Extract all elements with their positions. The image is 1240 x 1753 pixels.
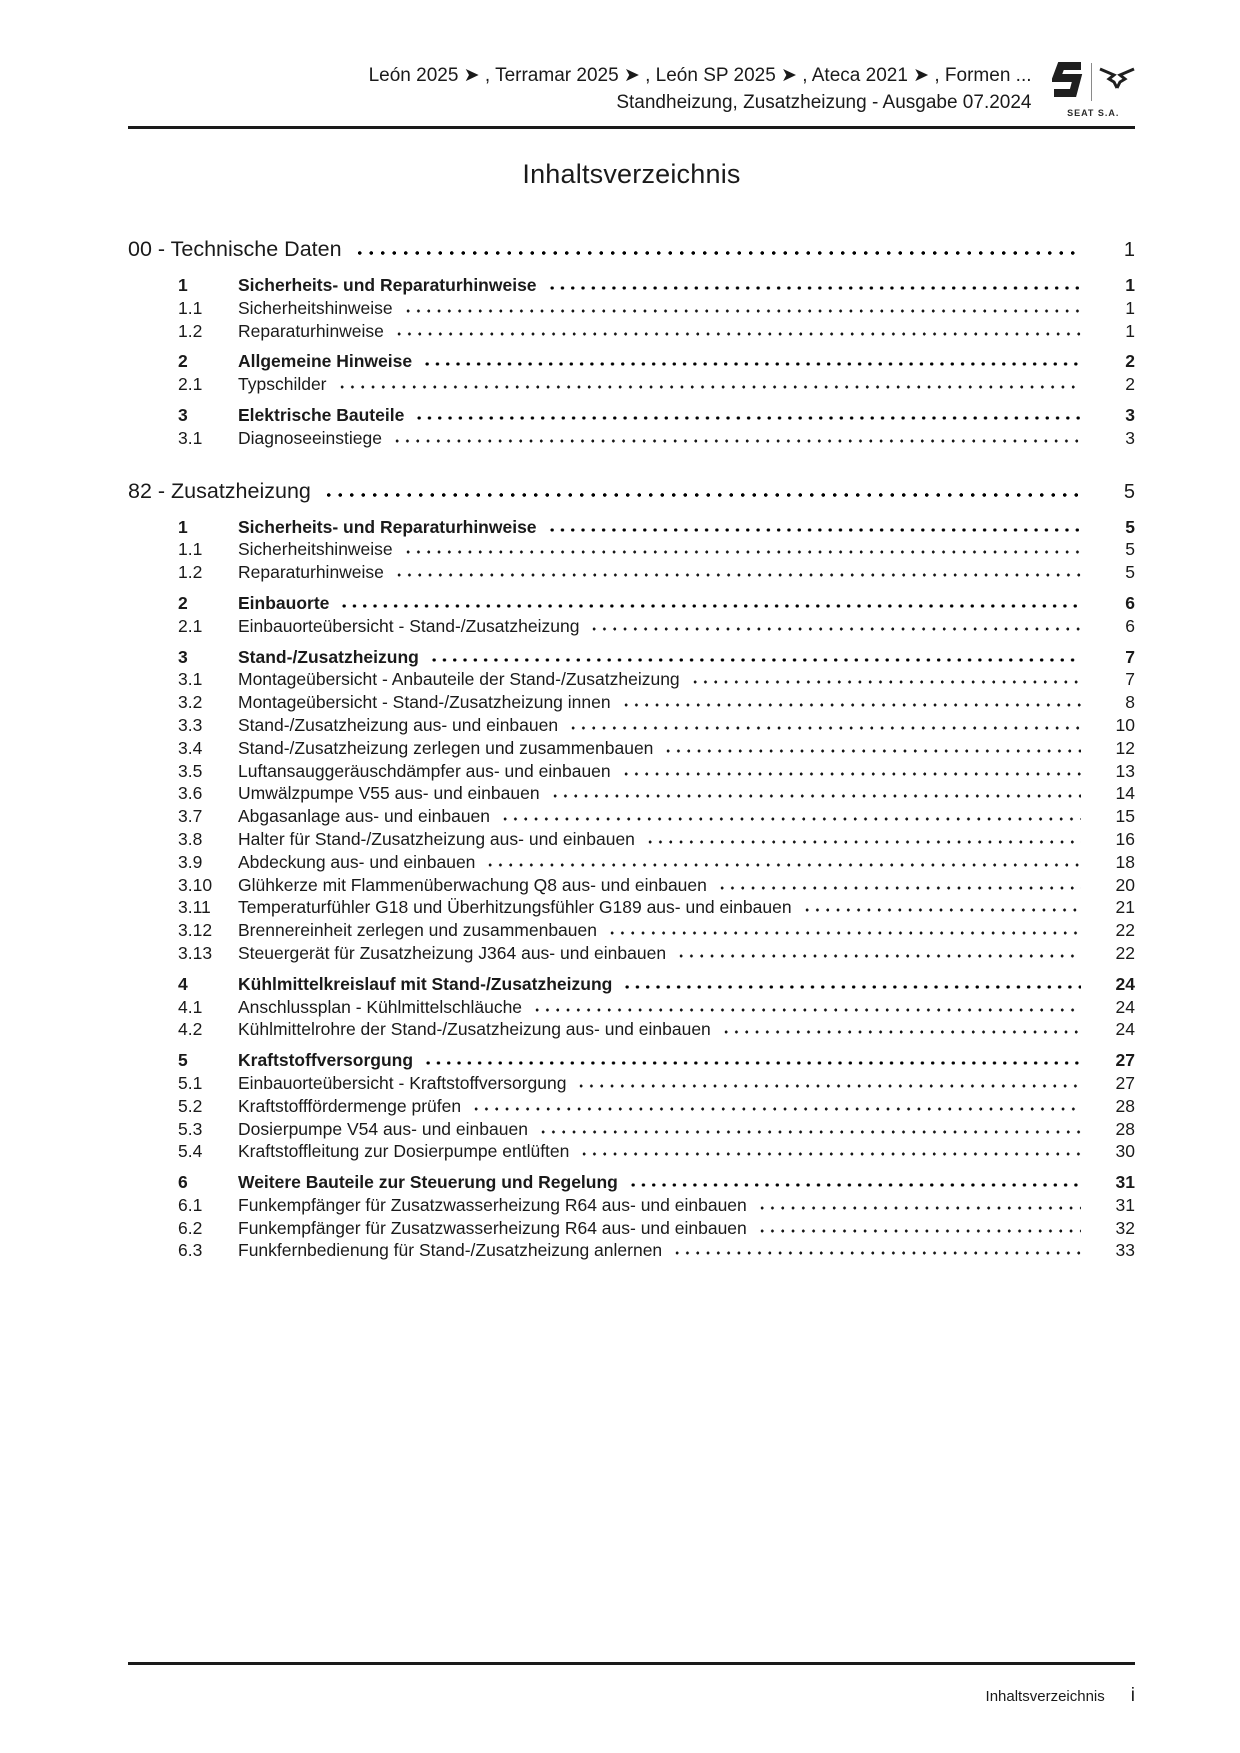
entry-number: 3.11 [178,897,211,918]
dot-leader [547,277,1081,291]
entry-page-number: 27 [1115,1072,1135,1093]
entry-number: 6.3 [178,1240,203,1261]
entry-page-number: 31 [1115,1194,1135,1215]
entry-number: 3 [178,646,188,667]
dot-leader [538,1121,1081,1135]
dot-leader [403,541,1081,555]
entry-number: 1.1 [178,539,203,560]
entry-number: 1.2 [178,320,203,341]
entry-label: Sicherheits- und Reparaturhinweise [238,275,537,295]
page-title: Inhaltsverzeichnis [522,159,741,189]
dot-leader [607,922,1081,936]
entry-label: Kraftstoffversorgung [238,1050,414,1071]
chapter-entries [128,274,1135,450]
entry-number: 3.5 [178,760,203,781]
dot-leader [394,323,1081,337]
toc-entry-row[interactable] [128,516,1135,539]
entry-label: Reparaturhinweise [238,562,384,583]
seat-s-logo-icon [1052,61,1084,104]
entry-page-number: 8 [1125,692,1135,713]
entry-page-number: 22 [1115,920,1135,941]
entry-number: 3.7 [178,806,203,827]
entry-page-number: 31 [1115,1172,1135,1193]
toc-entry-row[interactable] [128,350,1135,373]
entry-number: 3.1 [178,427,203,448]
page-footer [128,1662,1135,1707]
dot-leader [802,899,1081,913]
entry-label: Sicherheits- und Reparaturhinweise [238,516,537,537]
entry-page-number: 1 [1125,320,1135,341]
entry-page-number: 22 [1115,942,1135,963]
dot-leader [757,1197,1081,1211]
toc-entry-row[interactable] [128,646,1135,669]
entry-page-number: 3 [1125,404,1135,425]
entry-label: Weitere Bauteile zur Steuerung und Regelung [238,1172,618,1193]
entry-page-number: 7 [1125,646,1135,667]
toc-entry-row[interactable] [128,1018,1135,1041]
entry-number: 5.1 [178,1072,203,1093]
dot-leader [532,999,1081,1013]
header-subtitle-line: Standheizung, Zusatzheizung - Ausgabe 07.2024 [616,92,1032,113]
toc-entry-row[interactable] [128,737,1135,760]
entry-page-number: 1 [1125,275,1135,295]
entry-page-number: 18 [1115,851,1135,872]
entry-number: 6.2 [178,1217,203,1238]
toc-entry-row[interactable] [128,404,1135,427]
dot-leader [429,649,1081,663]
dot-leader [547,519,1081,533]
entry-page-number: 12 [1115,737,1135,758]
entry-label: Kraftstoffleitung zur Dosierpumpe entlüften [238,1141,570,1162]
dot-leader [414,407,1081,421]
entry-page-number: 33 [1115,1240,1135,1261]
toc-entry-row[interactable] [128,1194,1135,1217]
footer-row [128,1665,1135,1707]
entry-number: 3.10 [178,874,213,895]
entry-label: Stand-/Zusatzheizung zerlegen und zusammenbauen [238,737,654,758]
toc-entry-row[interactable] [128,373,1135,396]
toc-entry-row[interactable] [128,1095,1135,1118]
dot-leader [645,831,1081,845]
chapter-page-number: 5 [1123,480,1135,503]
entry-label: Montageübersicht - Anbauteile der Stand-/Zusatzheizung [238,669,680,690]
chapter-title: 82 - Zusatzheizung [128,478,311,503]
entry-label: Stand-/Zusatzheizung aus- und einbauen [238,714,559,735]
footer-section-label: Inhaltsverzeichnis [985,1688,1105,1705]
entry-label: Temperaturfühler G18 und Überhitzungsfühler G189 aus- und einbauen [238,897,792,918]
entry-number: 3.9 [178,851,203,872]
dot-leader [485,854,1081,868]
entry-label: Dosierpumpe V54 aus- und einbauen [238,1118,528,1139]
entry-number: 5.4 [178,1141,203,1162]
entry-number: 1.1 [178,297,203,318]
entry-number: 5.3 [178,1118,203,1139]
toc-entry-row[interactable] [128,668,1135,691]
entry-label: Stand-/Zusatzheizung [238,646,419,667]
entry-page-number: 24 [1115,996,1135,1017]
entry-number: 3.1 [178,669,203,690]
entry-number: 1 [178,275,188,295]
toc-entry-row[interactable] [128,274,1135,297]
dot-leader [721,1021,1081,1035]
entry-label: Sicherheitshinweise [238,539,393,560]
toc-entry-row[interactable] [128,320,1135,343]
dot-leader [690,671,1081,685]
entry-label: Sicherheitshinweise [238,297,393,318]
dot-leader [672,1242,1081,1256]
entry-label: Kühlmittelkreislauf mit Stand-/Zusatzheizung [238,973,613,994]
dot-leader [676,945,1081,959]
dot-leader [337,376,1081,390]
entry-page-number: 10 [1115,714,1135,735]
entry-number: 4.2 [178,1019,203,1040]
entry-label: Glühkerze mit Flammenüberwachung Q8 aus- und einbauen [238,874,707,895]
entry-page-number: 32 [1115,1217,1135,1238]
toc-entry-row[interactable] [128,561,1135,584]
dot-leader [394,564,1081,578]
entry-number: 6 [178,1172,188,1193]
toc-entry-row[interactable] [128,1072,1135,1095]
dot-leader [576,1075,1081,1089]
entry-page-number: 30 [1115,1141,1135,1162]
toc-entry-row[interactable] [128,919,1135,942]
dot-leader [589,618,1081,632]
dot-leader [471,1098,1081,1112]
entry-label: Allgemeine Hinweise [238,351,413,372]
entry-page-number: 6 [1125,615,1135,636]
entry-page-number: 28 [1115,1118,1135,1139]
entry-number: 1.2 [178,562,203,583]
toc-entry-row[interactable] [128,973,1135,996]
entry-number: 3.2 [178,692,203,713]
chapter-page-number: 1 [1123,239,1135,261]
page-header [128,62,1135,118]
dot-leader [392,430,1081,444]
entry-number: 3.8 [178,828,203,849]
dot-leader [550,785,1081,799]
dot-leader [757,1220,1081,1234]
dot-leader [621,763,1081,777]
entry-number: 4 [178,973,188,994]
toc-entry-row[interactable] [128,1171,1135,1194]
entry-number: 1 [178,516,188,537]
dot-leader [622,976,1081,990]
dot-leader [323,484,1079,498]
toc-entry-row[interactable] [128,714,1135,737]
entry-page-number: 1 [1125,297,1135,318]
entry-number: 6.1 [178,1194,203,1215]
dot-leader [422,353,1081,367]
entry-page-number: 24 [1115,1019,1135,1040]
entry-label: Umwälzpumpe V55 aus- und einbauen [238,783,540,804]
toc-entry-row[interactable] [128,874,1135,897]
entry-label: Montageübersicht - Stand-/Zusatzheizung innen [238,692,611,713]
entry-number: 3.13 [178,942,213,963]
toc-entry-row[interactable] [128,615,1135,638]
entry-label: Brennereinheit zerlegen und zusammenbauen [238,920,597,941]
entry-page-number: 13 [1115,760,1135,781]
entry-label: Einbauorte [238,592,330,613]
toc-entry-row[interactable] [128,782,1135,805]
dot-leader [621,694,1081,708]
entry-number: 5 [178,1050,188,1071]
toc-entry-row[interactable] [128,996,1135,1019]
entry-number: 3.12 [178,920,213,941]
dot-leader [500,808,1081,822]
toc-entry-row[interactable] [128,691,1135,714]
toc-entry-row[interactable] [128,896,1135,919]
entry-label: Funkempfänger für Zusatzwasserheizung R64 aus- und einbauen [238,1194,747,1215]
entry-number: 3.4 [178,737,203,758]
entry-label: Steuergerät für Zusatzheizung J364 aus- und einbauen [238,942,667,963]
entry-number: 5.2 [178,1095,203,1116]
entry-number: 2 [178,592,188,613]
entry-page-number: 6 [1125,592,1135,613]
dot-leader [717,877,1081,891]
entry-label: Diagnoseeinstiege [238,427,382,448]
entry-page-number: 5 [1125,539,1135,560]
entry-number: 2.1 [178,374,203,395]
entry-number: 2.1 [178,615,203,636]
entry-label: Luftansauggeräuschdämpfer aus- und einbauen [238,760,611,781]
header-models-line: León 2025 ➤ , Terramar 2025 ➤ , León SP 2025 ➤ , Ateca 2021 ➤ , Formen ... [368,65,1032,86]
chapter-title: 00 - Technische Daten [128,237,342,261]
toc-chapter [128,234,1135,450]
toc-entry-row[interactable] [128,1217,1135,1240]
entry-number: 2 [178,351,188,372]
toc-chapter-heading-row[interactable] [128,476,1135,507]
entry-page-number: 15 [1115,806,1135,827]
entry-page-number: 2 [1125,374,1135,395]
toc-chapter [128,476,1135,1263]
entry-page-number: 5 [1125,562,1135,583]
entry-number: 3 [178,404,188,425]
entry-page-number: 7 [1125,669,1135,690]
chapter-entries [128,516,1135,1263]
footer-page-number: i [1130,1685,1135,1706]
entry-label: Einbauorteübersicht - Kraftstoffversorgung [238,1072,567,1093]
entry-page-number: 3 [1125,427,1135,448]
toc-entry-row[interactable] [128,805,1135,828]
entry-label: Kühlmittelrohre der Stand-/Zusatzheizung aus- und einbauen [238,1019,711,1040]
toc-entry-row[interactable] [128,427,1135,450]
toc-chapter-heading-row[interactable] [128,234,1135,265]
toc-entry-row[interactable] [128,851,1135,874]
entry-label: Anschlussplan - Kühlmittelschläuche [238,996,523,1017]
header-rule [128,126,1135,129]
entry-number: 4.1 [178,996,203,1017]
toc-entry-row[interactable] [128,760,1135,783]
entry-number: 3.6 [178,783,203,804]
entry-label: Einbauorteübersicht - Stand-/Zusatzheizung [238,615,580,636]
toc-entry-row[interactable] [128,1239,1135,1262]
entry-page-number: 16 [1115,828,1135,849]
entry-label: Typschilder [238,374,327,395]
brand-logo-block [1052,62,1136,118]
dot-leader [339,595,1081,609]
toc-entry-row[interactable] [128,1118,1135,1141]
entry-label: Funkempfänger für Zusatzwasserheizung R64 aus- und einbauen [238,1217,747,1238]
dot-leader [568,717,1081,731]
entry-label: Abdeckung aus- und einbauen [238,851,476,872]
entry-number: 3.3 [178,714,203,735]
toc-entry-row[interactable] [128,297,1135,320]
dot-leader [579,1143,1081,1157]
header-text [369,62,1032,116]
toc-entry-row[interactable] [128,538,1135,561]
toc [128,234,1135,1262]
dot-leader [403,300,1081,314]
cupra-logo-icon [1099,63,1135,102]
brand-logo-row [1052,62,1136,102]
entry-label: Abgasanlage aus- und einbauen [238,806,491,827]
toc-entry-row[interactable] [128,592,1135,615]
dot-leader [354,242,1079,256]
toc-entry-row[interactable] [128,828,1135,851]
entry-page-number: 21 [1115,897,1135,918]
entry-page-number: 14 [1115,783,1135,804]
toc-entry-row[interactable] [128,942,1135,965]
entry-page-number: 27 [1115,1050,1135,1071]
toc-entry-row[interactable] [128,1140,1135,1163]
entry-label: Reparaturhinweise [238,320,384,341]
logo-caption: SEAT S.A. [1067,108,1120,118]
entry-page-number: 5 [1125,516,1135,537]
entry-page-number: 28 [1115,1095,1135,1116]
dot-leader [423,1052,1081,1066]
logo-divider [1091,63,1093,101]
toc-entry-row[interactable] [128,1049,1135,1072]
dot-leader [663,740,1081,754]
entry-label: Kraftstofffördermenge prüfen [238,1095,462,1116]
entry-page-number: 2 [1125,351,1135,372]
entry-label: Halter für Stand-/Zusatzheizung aus- und einbauen [238,828,635,849]
entry-label: Funkfernbedienung für Stand-/Zusatzheizung anlernen [238,1240,663,1261]
entry-page-number: 20 [1115,874,1135,895]
dot-leader [628,1174,1081,1188]
entry-page-number: 24 [1115,973,1135,994]
entry-label: Elektrische Bauteile [238,404,405,425]
